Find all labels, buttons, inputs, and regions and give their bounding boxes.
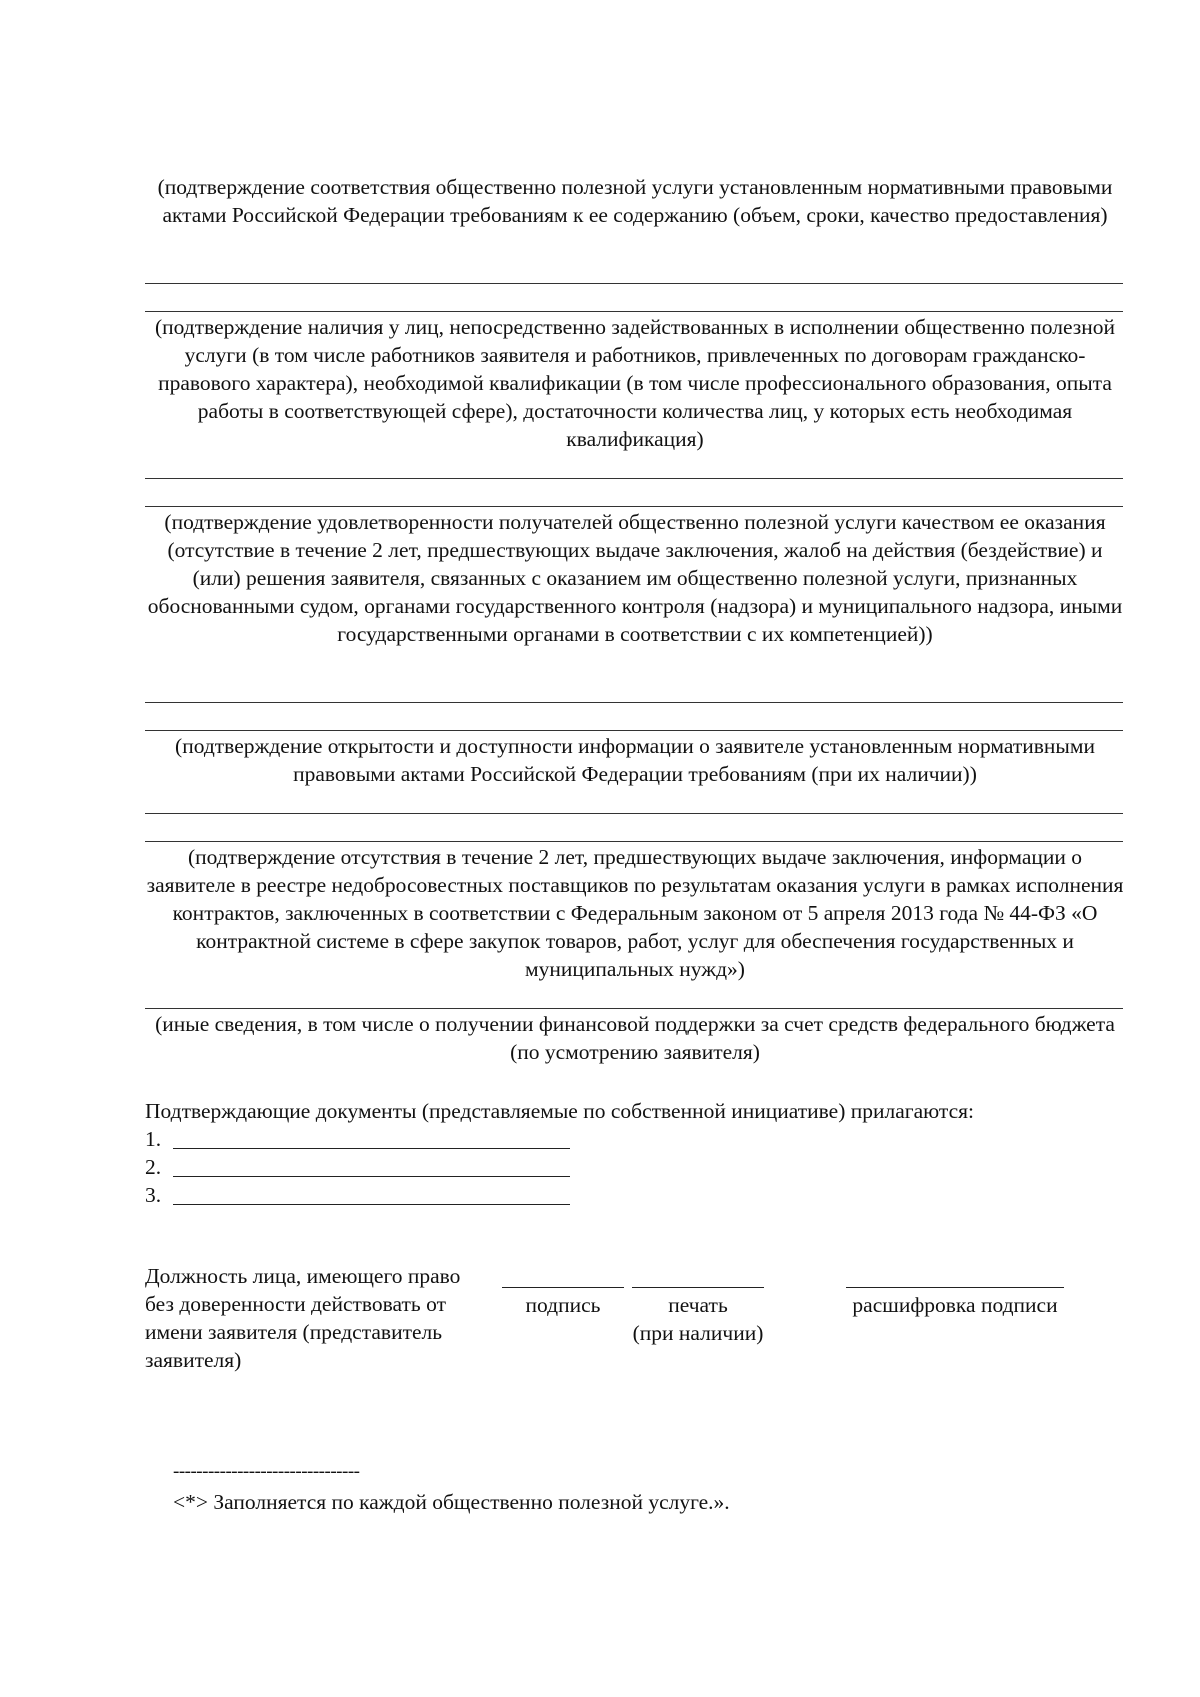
- document-item-number: 2.: [145, 1155, 162, 1179]
- caption-recipient-satisfaction: (подтверждение удовлетворенности получателей общественно полезной услуги качеством ее оказания (отсутствие в течение 2 лет, предшествующих выдаче заключения, жалоб на действия (бездействие) и (или) решения заявителя, связанных с оказанием им общественно полезной услуги, признанных обоснованными судом, органами государственного контроля (надзора) и муниципального надзора, иными государственными органами в соответствии с их компетенцией)): [147, 510, 1123, 646]
- signature-label: подпись: [525, 1293, 601, 1317]
- document-item-field[interactable]: [173, 1176, 570, 1177]
- document-item-number: 1.: [145, 1127, 162, 1151]
- fill-line[interactable]: [145, 813, 1123, 814]
- signature-decode-field[interactable]: [846, 1287, 1064, 1288]
- fill-line[interactable]: [145, 730, 1123, 731]
- document-item-field[interactable]: [173, 1148, 570, 1149]
- footnote-text: <*> Заполняется по каждой общественно полезной услуге.».: [173, 1490, 730, 1514]
- signature-field[interactable]: [502, 1287, 624, 1288]
- fill-line[interactable]: [145, 311, 1123, 312]
- caption-no-unfair-supplier-record: (подтверждение отсутствия в течение 2 лет, предшествующих выдаче заключения, информации о заявителе в реестре недобросовестных поставщиков по результатам оказания услуги в рамках исполнения контрактов, заключенных в соответствии с Федеральным законом от 5 апреля 2013 года № 44-ФЗ «О контрактной системе в сфере закупок товаров, работ, услуг для обеспечения государственных и муниципальных нужд»): [146, 845, 1124, 981]
- fill-line[interactable]: [145, 1008, 1123, 1009]
- stamp-label: печать: [668, 1293, 728, 1317]
- fill-line[interactable]: [145, 506, 1123, 507]
- fill-line[interactable]: [145, 283, 1123, 284]
- caption-information-openness: (подтверждение открытости и доступности информации о заявителе установленным нормативными правовыми актами Российской Федерации требованиям (при их наличии)): [175, 734, 1095, 786]
- caption-staff-qualification: (подтверждение наличия у лиц, непосредственно задействованных в исполнении общественно полезной услуги (в том числе работников заявителя и работников, привлеченных по договорам гражданско-правового характера), необходимой квалификации (в том числе профессионального образования, опыта работы в соответствующей сфере), достаточности количества лиц, у которых есть необходимая квалификация): [154, 315, 1115, 451]
- footnote-separator: --------------------------------: [173, 1461, 360, 1482]
- document-item-number: 3.: [145, 1183, 162, 1207]
- stamp-field[interactable]: [632, 1287, 764, 1288]
- documents-intro: Подтверждающие документы (представляемые по собственной инициативе) прилагаются:: [145, 1099, 974, 1123]
- position-label: Должность лица, имеющего право без доверенности действовать от имени заявителя (представитель заявителя): [145, 1264, 461, 1372]
- fill-line[interactable]: [145, 841, 1123, 842]
- document-item-field[interactable]: [173, 1204, 570, 1205]
- stamp-note: (при наличии): [632, 1321, 764, 1345]
- caption-service-compliance: (подтверждение соответствия общественно полезной услуги установленным нормативными правовыми актами Российской Федерации требованиям к ее содержанию (объем, сроки, качество предоставления): [157, 175, 1113, 227]
- signature-decode-label: расшифровка подписи: [852, 1293, 1058, 1317]
- caption-other-information: (иные сведения, в том числе о получении финансовой поддержки за счет средств федерального бюджета (по усмотрению заявителя): [155, 1012, 1115, 1064]
- fill-line[interactable]: [145, 702, 1123, 703]
- fill-line[interactable]: [145, 478, 1123, 479]
